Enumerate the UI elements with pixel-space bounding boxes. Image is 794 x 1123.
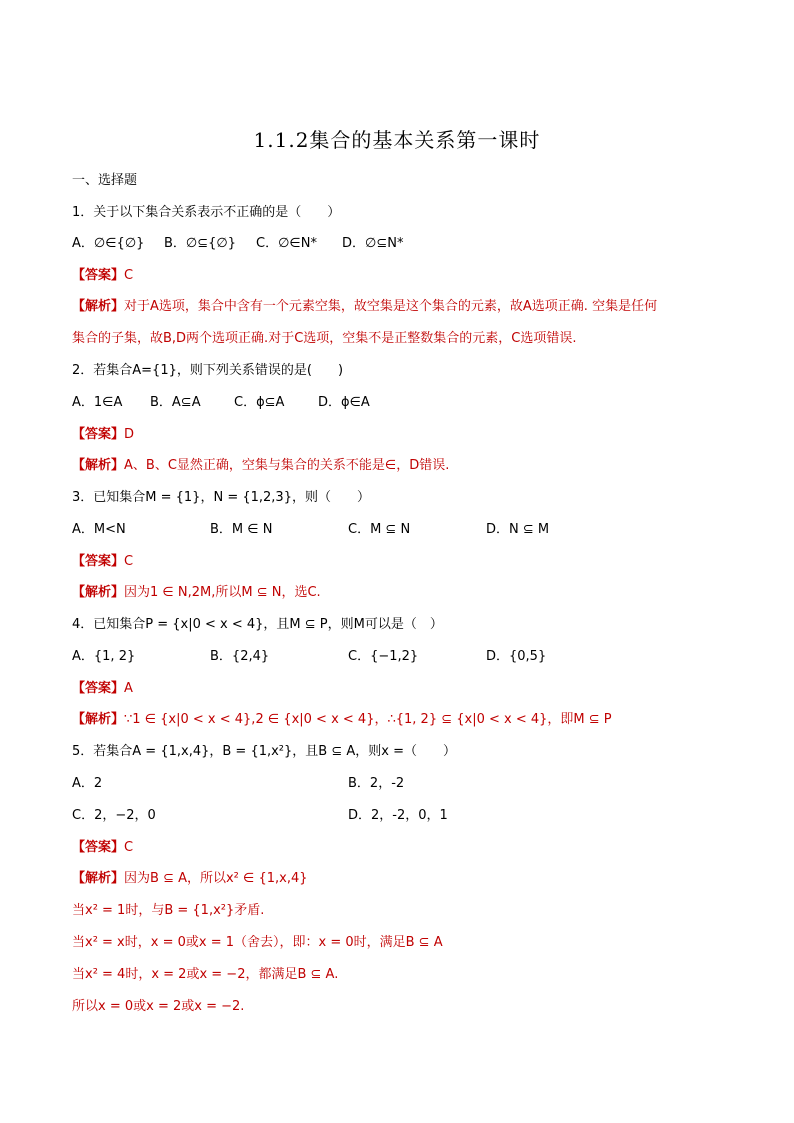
question-5-stem: 5．若集合A = {1,x,4}，B = {1,x²}，且B ⊆ A，则x =（ ） <box>72 744 456 759</box>
page-title: 1.1.2集合的基本关系第一课时 <box>253 128 541 152</box>
question-5-answer <box>72 839 732 857</box>
question-1-stem: 1．关于以下集合关系表示不正确的是（ ） <box>72 205 341 220</box>
q5-option-d: D．2，-2，0，1 <box>348 808 448 823</box>
q4-option-c: C．{−1,2} <box>348 649 419 664</box>
analysis-label: 【解析】 <box>72 299 125 314</box>
question-4-analysis <box>72 711 732 729</box>
analysis-text: 因为1 ∈ N,2M,所以M ⊆ N，选C. <box>124 585 321 600</box>
q1-option-b: B．∅⊆{∅} <box>164 236 237 251</box>
q4-option-b: B．{2,4} <box>210 649 270 664</box>
q5-option-a: A．2 <box>72 776 103 791</box>
q1-option-a: A．∅∈{∅} <box>72 236 145 251</box>
q2-option-b: B．A⊆A <box>150 395 201 410</box>
q3-option-b: B．M ∈ N <box>210 522 273 537</box>
q2-option-c: C．ϕ⊆A <box>234 395 285 410</box>
q5-option-b: B．2，-2 <box>348 776 405 791</box>
analysis-label: 【解析】 <box>72 871 125 886</box>
answer-value: D <box>124 427 135 442</box>
question-1-analysis-line-1 <box>72 298 732 316</box>
analysis-label: 【解析】 <box>72 585 125 600</box>
answer-value: C <box>124 268 134 283</box>
question-2-answer <box>72 426 732 444</box>
q2-option-a: A．1∈A <box>72 395 123 410</box>
q4-option-d: D．{0,5} <box>486 649 547 664</box>
question-3-analysis <box>72 584 732 602</box>
answer-label: 【答案】 <box>72 681 125 696</box>
question-1-answer <box>72 267 732 285</box>
question-4-answer <box>72 680 732 698</box>
question-5-analysis-line-2: 当x² = 1时，与B = {1,x²}矛盾. <box>72 903 265 918</box>
question-5-analysis-line-1 <box>72 870 732 888</box>
analysis-text: 因为B ⊆ A，所以x² ∈ {1,x,4} <box>124 871 308 886</box>
q2-option-d: D．ϕ∈A <box>318 395 370 410</box>
answer-value: C <box>124 554 134 569</box>
question-5-analysis-line-3: 当x² = x时，x = 0或x = 1（舍去），即：x = 0时，满足B ⊆ A <box>72 935 443 950</box>
analysis-text: ∵1 ∈ {x|0 < x < 4},2 ∈ {x|0 < x < 4}，∴{1, 2} ⊆ {x|0 < x < 4}，即M ⊆ P <box>124 712 612 727</box>
analysis-label: 【解析】 <box>72 458 125 473</box>
answer-value: A <box>124 681 133 696</box>
analysis-label: 【解析】 <box>72 712 125 727</box>
q3-option-a: A．M<N <box>72 522 126 537</box>
answer-label: 【答案】 <box>72 554 125 569</box>
question-3-answer <box>72 553 732 571</box>
question-3-stem: 3．已知集合M = {1}，N = {1,2,3}，则（ ） <box>72 490 370 505</box>
question-2-stem: 2．若集合A={1}，则下列关系错误的是( ) <box>72 363 344 378</box>
question-1-analysis-line-2: 集合的子集，故B,D两个选项正确.对于C选项，空集不是正整数集合的元素，C选项错误. <box>72 331 577 346</box>
section-heading: 一、选择题 <box>72 173 138 188</box>
q4-option-a: A．{1, 2} <box>72 649 136 664</box>
q1-option-d: D．∅⊆N* <box>342 236 404 251</box>
q3-option-d: D．N ⊆ M <box>486 522 550 537</box>
q3-option-c: C．M ⊆ N <box>348 522 411 537</box>
question-2-analysis <box>72 457 732 475</box>
answer-value: C <box>124 840 134 855</box>
q1-option-c: C．∅∈N* <box>256 236 317 251</box>
question-5-analysis-line-4: 当x² = 4时，x = 2或x = −2，都满足B ⊆ A. <box>72 967 339 982</box>
q5-option-c: C．2，−2，0 <box>72 808 156 823</box>
question-5-analysis-line-5: 所以x = 0或x = 2或x = −2. <box>72 999 245 1014</box>
analysis-text: 对于A选项，集合中含有一个元素空集，故空集是这个集合的元素，故A选项正确. 空集是任何 <box>124 299 658 314</box>
question-4-stem: 4．已知集合P = {x|0 < x < 4}，且M ⊆ P，则M可以是（ ） <box>72 617 443 632</box>
answer-label: 【答案】 <box>72 268 125 283</box>
analysis-text: A、B、C显然正确，空集与集合的关系不能是∈，D错误. <box>124 458 450 473</box>
answer-label: 【答案】 <box>72 840 125 855</box>
answer-label: 【答案】 <box>72 427 125 442</box>
